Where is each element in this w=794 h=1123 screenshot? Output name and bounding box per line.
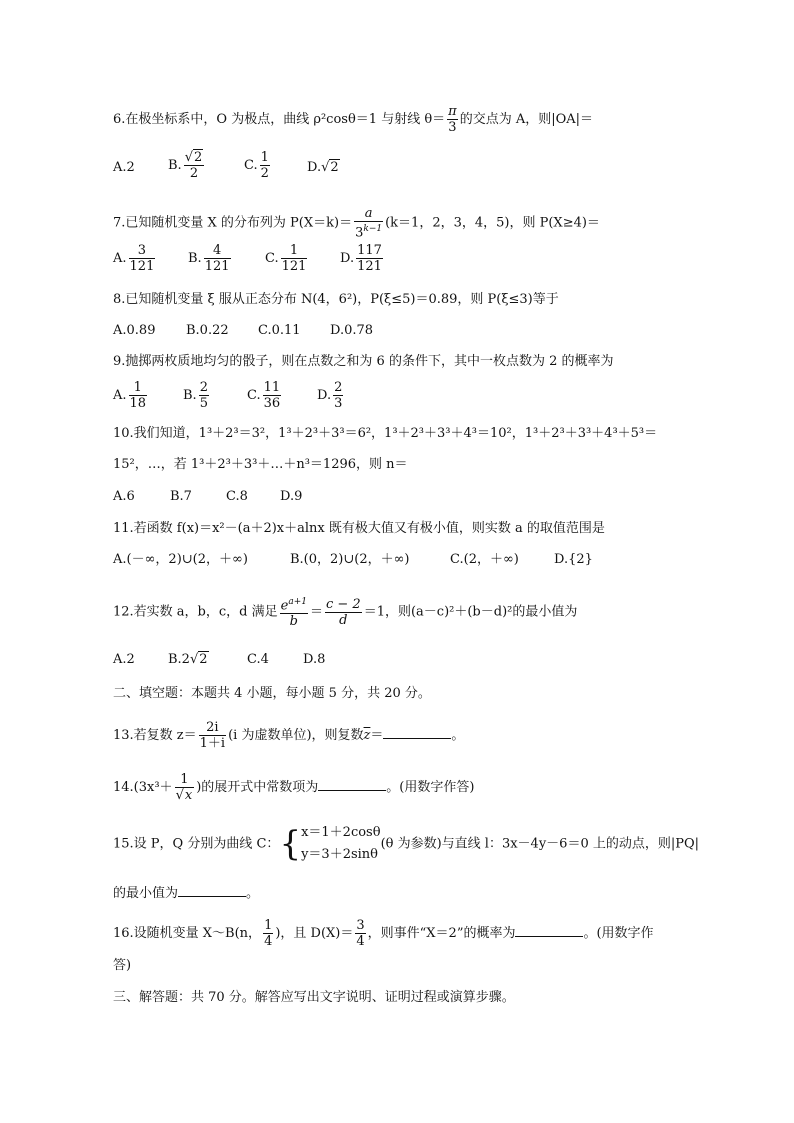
- q7-option-b: [188, 243, 233, 274]
- q16-stem-a: 16.设随机变量 X～B(n，: [113, 926, 262, 941]
- q6-option-a: A.2: [113, 160, 135, 175]
- section2-heading: 二、填空题：本题共 4 小题，每小题 5 分，共 20 分。: [113, 686, 431, 701]
- q12-stem: [113, 595, 577, 629]
- q6-option-c: [244, 150, 272, 181]
- q6-fraction: [447, 104, 458, 135]
- q8-stem: 8.已知随机变量 ξ 服从正态分布 N(4，6²)，P(ξ≤5)＝0.89，则 P(ξ≤3)等于: [113, 292, 559, 307]
- q16-stem-line2: 答): [113, 958, 132, 973]
- q7-a-label: A.: [113, 251, 127, 266]
- q12-fraction-2: [325, 597, 362, 628]
- q15-sys-line2: y＝3＋2sinθ: [301, 847, 378, 862]
- q12-b-label: B.2: [168, 652, 190, 667]
- q15-system: [301, 822, 380, 866]
- q12-stem-a: 12.若实数 a，b，c，d 满足: [113, 604, 278, 620]
- q13-stem-a: 13.若复数 z＝: [113, 728, 197, 743]
- q13-frac-den: 1＋i: [199, 736, 226, 751]
- q6-option-b: [168, 150, 206, 181]
- q7-d-den: 121: [357, 259, 382, 274]
- q6-c-label: C.: [244, 158, 258, 173]
- q9-b-frac: [199, 380, 209, 411]
- q10-option-b: B.7: [170, 489, 192, 504]
- q6-b-num: √2: [184, 150, 203, 165]
- q12-f1-num-base: e: [280, 598, 289, 614]
- q9-b-label: B.: [183, 388, 197, 403]
- q15-stem-a: 15.设 P，Q 分别为曲线 C：: [113, 836, 280, 852]
- q7-c-den: 121: [281, 259, 307, 274]
- q13-frac-num: 2i: [206, 720, 219, 735]
- q7-b-label: B.: [188, 251, 202, 266]
- q7-b-frac: [204, 243, 231, 274]
- q9-b-den: 5: [199, 396, 208, 411]
- q7-c-frac: [281, 243, 308, 274]
- q7-a-frac: [129, 243, 156, 274]
- q6-d-label: D.: [307, 160, 322, 175]
- q7-frac-num: a: [364, 206, 373, 221]
- q6-c-num: 1: [260, 150, 269, 165]
- q8-option-b: B.0.22: [186, 323, 229, 338]
- q6-b-label: B.: [168, 158, 182, 173]
- q9-d-label: D.: [317, 388, 332, 403]
- q10-option-c: C.8: [226, 489, 248, 504]
- q10-stem-line2: 15²，…，若 1³＋2³＋3³＋…＋n³＝1296，则 n＝: [113, 457, 408, 472]
- q7-c-label: C.: [265, 251, 279, 266]
- q16-fraction-1: [263, 918, 273, 949]
- q14-fraction: [175, 772, 195, 803]
- q12-f1-den: b: [280, 613, 308, 629]
- q15-end: 。: [246, 886, 260, 901]
- q9-option-d: [317, 380, 345, 411]
- q9-a-num: 1: [133, 380, 142, 395]
- q11-option-d: D.{2}: [554, 552, 593, 567]
- q8-option-c: C.0.11: [258, 323, 301, 338]
- q6-frac-num: π: [448, 104, 457, 119]
- q14-stem-b: )的展开式中常数项为: [196, 780, 319, 795]
- q7-option-a: [113, 243, 157, 274]
- q16-end: 。(用数字作: [583, 926, 654, 941]
- q7-fraction: [354, 206, 383, 240]
- q7-d-frac: [356, 243, 383, 274]
- q16-stem: [113, 918, 654, 949]
- q15-sys-line1: x＝1＋2cosθ: [301, 825, 381, 840]
- q8-option-d: D.0.78: [330, 323, 374, 338]
- q6-d-rad: 2: [330, 160, 339, 175]
- q11-option-c: C.(2，＋∞): [450, 552, 519, 567]
- q12-stem-b: ＝1，则(a－c)²＋(b－d)²的最小值为: [363, 604, 578, 620]
- q6-stem-a: 6.在极坐标系中，O 为极点，曲线 ρ²cosθ＝1 与射线 θ＝: [113, 112, 446, 127]
- q16-f2-num: 3: [356, 918, 365, 933]
- q12-f1-num: [280, 595, 308, 613]
- q9-d-den: 3: [334, 396, 343, 411]
- q7-a-num: 3: [137, 243, 147, 258]
- q11-option-b: B.(0，2)∪(2，＋∞): [290, 552, 410, 567]
- q11-option-a: A.(－∞，2)∪(2，＋∞): [113, 552, 248, 567]
- q9-a-den: 18: [129, 396, 147, 411]
- q7-option-c: [265, 243, 309, 274]
- q14-frac-num: 1: [180, 772, 189, 787]
- q16-stem-b: )，且 D(X)＝: [275, 926, 354, 941]
- q7-d-num: 117: [357, 243, 382, 258]
- q7-den-base: 3: [355, 225, 364, 241]
- q7-stem-a: 7.已知随机变量 X 的分布列为 P(X＝k)＝: [113, 215, 353, 231]
- q7-d-label: D.: [340, 251, 355, 266]
- q9-a-frac: [129, 380, 148, 411]
- q6-b-rad: 2: [193, 150, 203, 165]
- q8-option-a: A.0.89: [113, 323, 156, 338]
- q13-end: 。: [451, 728, 465, 743]
- q7-c-num: 1: [289, 243, 299, 258]
- q7-option-d: [340, 243, 385, 274]
- q16-f2-den: 4: [356, 934, 365, 949]
- q9-c-den: 36: [263, 396, 281, 411]
- q6-option-d: D.√2: [307, 160, 339, 175]
- q6-frac-den: 3: [448, 120, 457, 135]
- q12-b-rad: 2: [199, 652, 208, 667]
- q15-brace: {: [279, 824, 302, 864]
- q13-stem: [113, 720, 464, 751]
- q7-b-den: 121: [204, 259, 230, 274]
- q7-b-num: 4: [212, 243, 222, 258]
- q15-stem-line2: [113, 884, 259, 904]
- q12-f1-num-exp: a+1: [288, 597, 307, 607]
- q9-c-label: C.: [247, 388, 261, 403]
- q11-stem: 11.若函数 f(x)＝x²－(a＋2)x＋alnx 既有极大值又有极小值，则实数 a 的取值范围是: [113, 521, 605, 536]
- q16-f1-den: 4: [264, 934, 273, 949]
- q15-answer-blank[interactable]: [178, 884, 246, 897]
- q12-f2-num: c − 2: [325, 596, 361, 612]
- q10-option-d: D.9: [280, 489, 303, 504]
- q14-stem: [113, 772, 474, 803]
- q12-option-a: A.2: [113, 652, 135, 667]
- q6-stem-b: 的交点为 A，则|OA|＝: [459, 112, 594, 127]
- q16-fraction-2: [355, 918, 365, 949]
- q13-fraction: [199, 720, 226, 751]
- q7-stem: [113, 206, 600, 240]
- q14-den-rad: x: [184, 788, 193, 803]
- q13-stem-b: (i 为虚数单位)，则复数: [228, 728, 364, 743]
- q12-fraction-1: [280, 595, 308, 629]
- q9-a-label: A.: [113, 388, 127, 403]
- q12-option-b: B.2√2: [168, 652, 208, 667]
- q9-c-frac: [263, 380, 282, 411]
- q15-stem: [113, 822, 699, 866]
- q16-stem-c: ，则事件“X＝2”的概率为: [367, 926, 516, 941]
- q7-den-exp: k−1: [363, 224, 383, 234]
- q10-stem-line1: 10.我们知道，1³＋2³＝3²，1³＋2³＋3³＝6²，1³＋2³＋3³＋4³＝10²，1³＋2³＋3³＋4³＋5³＝: [113, 426, 658, 441]
- q9-d-num: 2: [334, 380, 343, 395]
- q14-frac-den: √x: [175, 788, 193, 803]
- q12-option-d: D.8: [303, 652, 326, 667]
- q16-f1-num: 1: [264, 918, 273, 933]
- q9-option-c: [247, 380, 283, 411]
- q9-option-a: [113, 380, 149, 411]
- q6-c-den: 2: [260, 166, 269, 181]
- q12-eq1: ＝: [309, 604, 323, 620]
- q6-c-frac: [260, 150, 270, 181]
- q13-answer-blank[interactable]: [383, 726, 451, 739]
- q15-stem2: 的最小值为: [113, 886, 179, 901]
- q9-c-num: 11: [263, 380, 281, 395]
- q9-d-frac: [333, 380, 343, 411]
- q13-stem-c: ＝: [370, 728, 384, 743]
- q14-end: 。(用数字作答): [386, 780, 475, 795]
- q12-option-c: C.4: [247, 652, 269, 667]
- q7-frac-den: [354, 221, 383, 240]
- q9-b-num: 2: [199, 380, 208, 395]
- q16-answer-blank[interactable]: [515, 924, 583, 937]
- q6-stem: [113, 104, 593, 135]
- q14-answer-blank[interactable]: [318, 778, 386, 791]
- q12-f2-den: d: [325, 612, 362, 628]
- q6-b-frac: [184, 150, 205, 181]
- q15-stem-b: (θ 为参数)与直线 l：3x－4y－6＝0 上的动点，则|PQ|: [380, 836, 700, 852]
- section3-heading: 三、解答题：共 70 分。解答应写出文字说明、证明过程或演算步骤。: [113, 990, 515, 1005]
- q9-stem: 9.抛掷两枚质地均匀的骰子，则在点数之和为 6 的条件下，其中一枚点数为 2 的概率为: [113, 354, 614, 369]
- q6-b-den: 2: [184, 165, 205, 181]
- q14-stem-a: 14.(3x³＋: [113, 780, 173, 795]
- q10-option-a: A.6: [113, 489, 135, 504]
- q7-stem-b: (k＝1，2，3，4，5)，则 P(X≥4)＝: [385, 215, 600, 231]
- q7-a-den: 121: [129, 259, 155, 274]
- q13-zbar: $\overline{z}$: [363, 728, 371, 743]
- q9-option-b: [183, 380, 211, 411]
